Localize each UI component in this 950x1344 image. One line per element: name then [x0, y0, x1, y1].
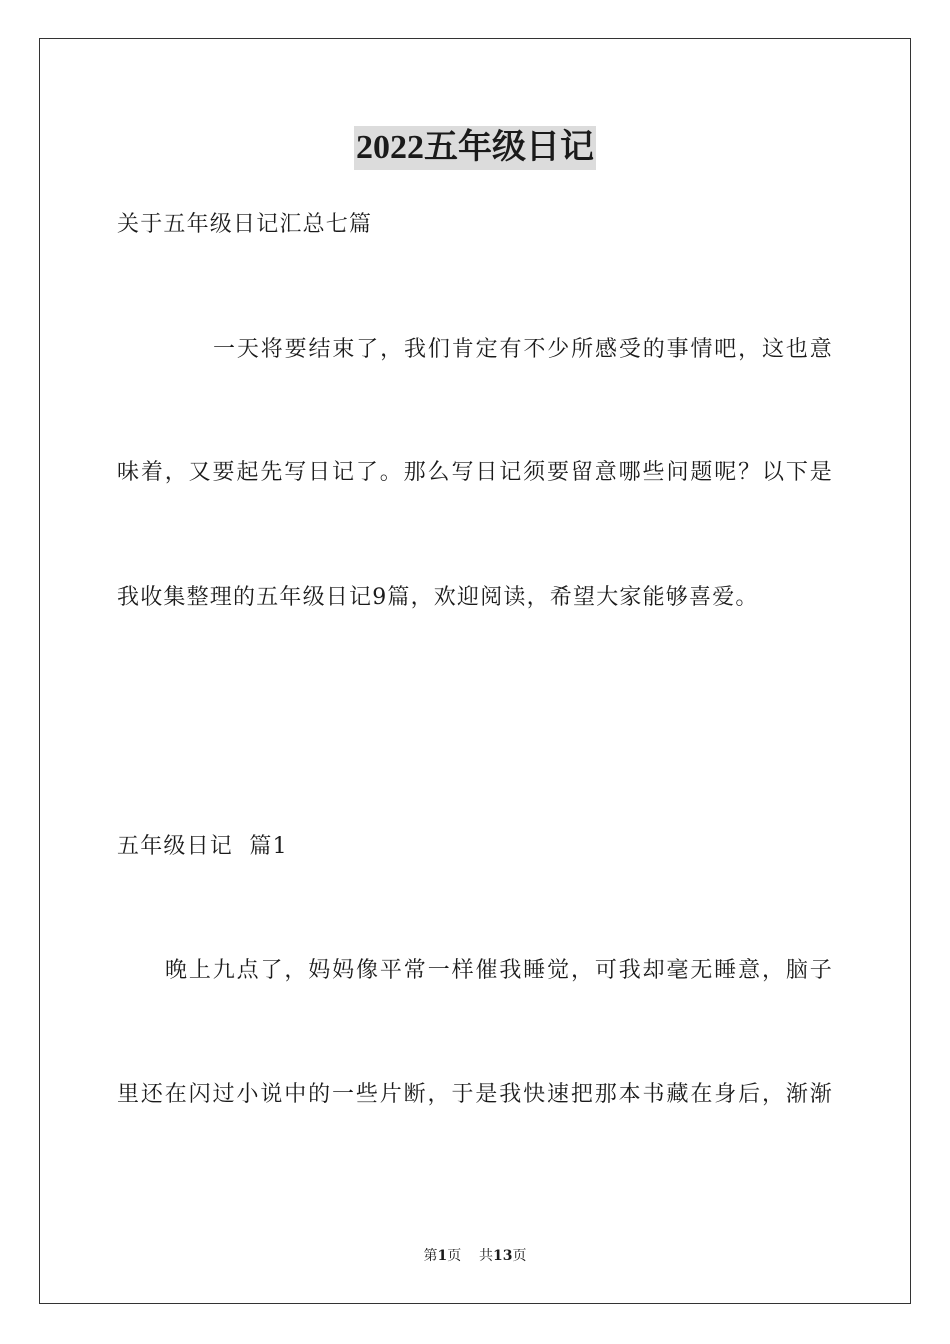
- document-subtitle: 关于五年级日记汇总七篇: [117, 212, 373, 237]
- title-container: [0, 126, 950, 170]
- intro-line-1: 一天将要结束了，我们肯定有不少所感受的事情吧，这也意: [213, 337, 833, 362]
- page-footer: [0, 1246, 950, 1266]
- footer-total-suffix: 页: [512, 1248, 527, 1264]
- section-line-2: 里还在闪过小说中的一些片断，于是我快速把那本书藏在身后，渐渐: [117, 1082, 833, 1107]
- section-line-1: 晚上九点了，妈妈像平常一样催我睡觉，可我却毫无睡意，脑子: [165, 958, 833, 983]
- footer-page-prefix: 第: [423, 1248, 438, 1264]
- intro-line-3: 我收集整理的五年级日记9篇，欢迎阅读，希望大家能够喜爱。: [117, 585, 759, 610]
- footer-total-prefix: 共: [479, 1248, 494, 1264]
- footer-page-suffix: 页: [447, 1248, 462, 1264]
- footer-total-pages: 13: [493, 1248, 513, 1264]
- footer-page-number: 1: [437, 1248, 448, 1264]
- section-heading: 五年级日记 篇1: [117, 834, 288, 859]
- intro-line-2: 味着，又要起先写日记了。那么写日记须要留意哪些问题呢？以下是: [117, 460, 833, 485]
- document-title: 2022五年级日记: [354, 126, 596, 170]
